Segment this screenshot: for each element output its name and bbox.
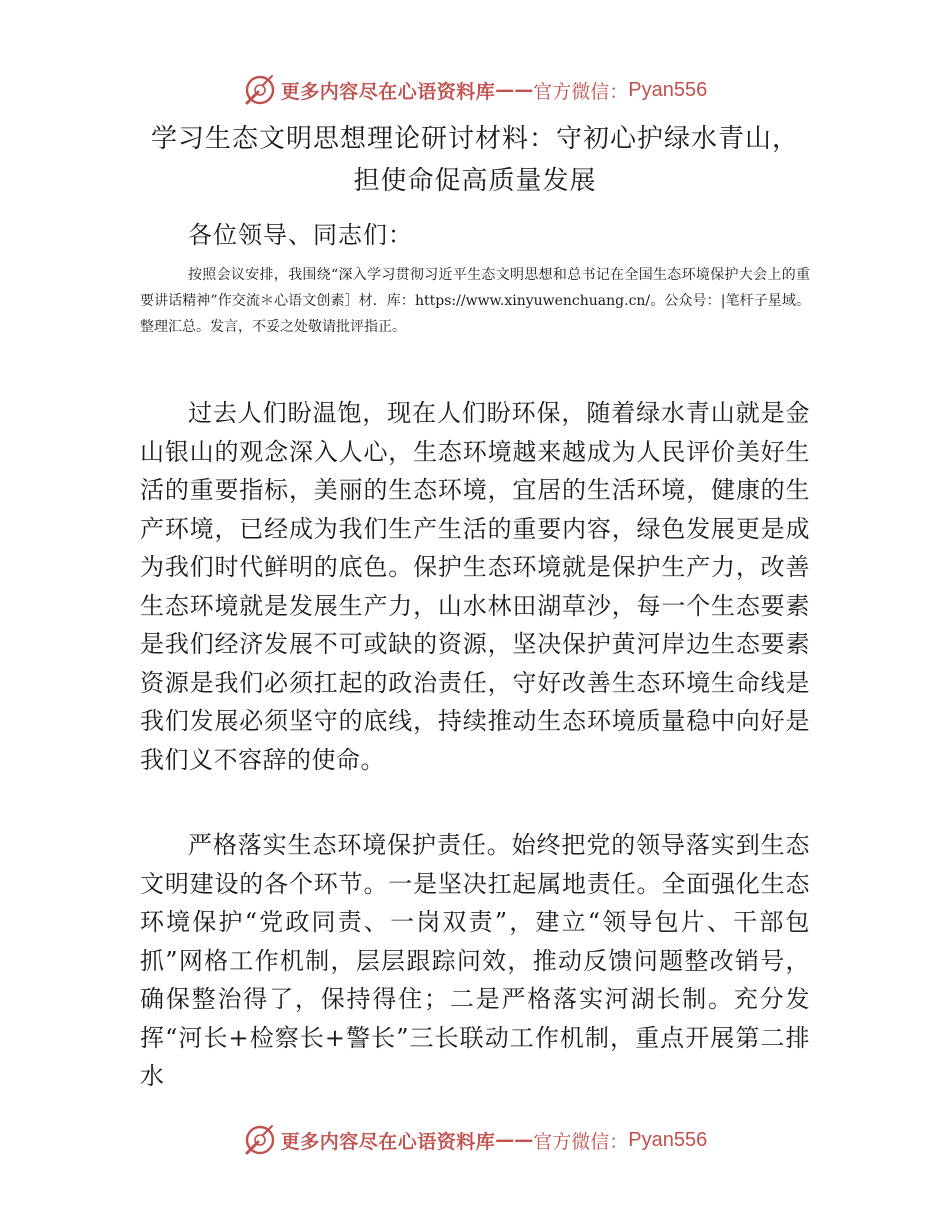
greeting: 各位领导、同志们： [188, 221, 413, 249]
banner-separator: —— [495, 1129, 534, 1151]
header-banner [0, 70, 950, 110]
banner-wechat-id: Pyan556 [628, 1128, 708, 1151]
footer-banner [0, 1120, 950, 1160]
banner-wechat-id: Pyan556 [628, 78, 708, 101]
pen-logo-icon [243, 1123, 277, 1157]
banner-separator: —— [495, 79, 534, 101]
body-paragraph: 严格落实生态环境保护责任。始终把党的领导落实到生态文明建设的各个环节。一是坚决扛起属地责任。全面强化生态环境保护“党政同责、一岗双责”，建立“领导包片、干部包抓”网格工作机制，层层跟踪问效，推动反馈问题整改销号，确保整治得了，保持得住；二是严格落实河湖长制。充分发挥“河长+检察长+警长”三长联动工作机制，重点开展第二排水 [140, 831, 810, 1090]
document-title: 学习生态文明思想理论研讨材料：守初心护绿水青山，担使命促高质量发展 [150, 124, 799, 196]
banner-wechat-label: 官方微信： [533, 1130, 629, 1153]
banner-wechat-label: 官方微信： [533, 80, 629, 103]
banner-text: 更多内容尽在心语资料库 [280, 1130, 496, 1153]
intro-paragraph: 按照会议安排，我围绕“深入学习贯彻习近平生态文明思想和总书记在全国生态环境保护大会上的重要讲话精神”作交流＊心语文创素］材．库：https://www.xinyuwenchuang.cn/。公众号：|笔杆子星域。整理汇总。发言，不妥之处敬请批评指正。 [140, 267, 810, 335]
body-paragraph: 过去人们盼温饱，现在人们盼环保，随着绿水青山就是金山银山的观念深入人心，生态环境越来越成为人民评价美好生活的重要指标，美丽的生态环境，宜居的生活环境，健康的生产环境，已经成为我们生产生活的重要内容，绿色发展更是成为我们时代鲜明的底色。保护生态环境就是保护生产力，改善生态环境就是发展生产力，山水林田湖草沙，每一个生态要素是我们经济发展不可或缺的资源，坚决保护黄河岸边生态要素资源是我们必须扛起的政治责任，守好改善生态环境生命线是我们发展必须坚守的底线，持续推动生态环境质量稳中向好是我们义不容辞的使命。 [140, 399, 810, 774]
pen-logo-icon [243, 73, 277, 107]
banner-text: 更多内容尽在心语资料库 [280, 80, 496, 103]
